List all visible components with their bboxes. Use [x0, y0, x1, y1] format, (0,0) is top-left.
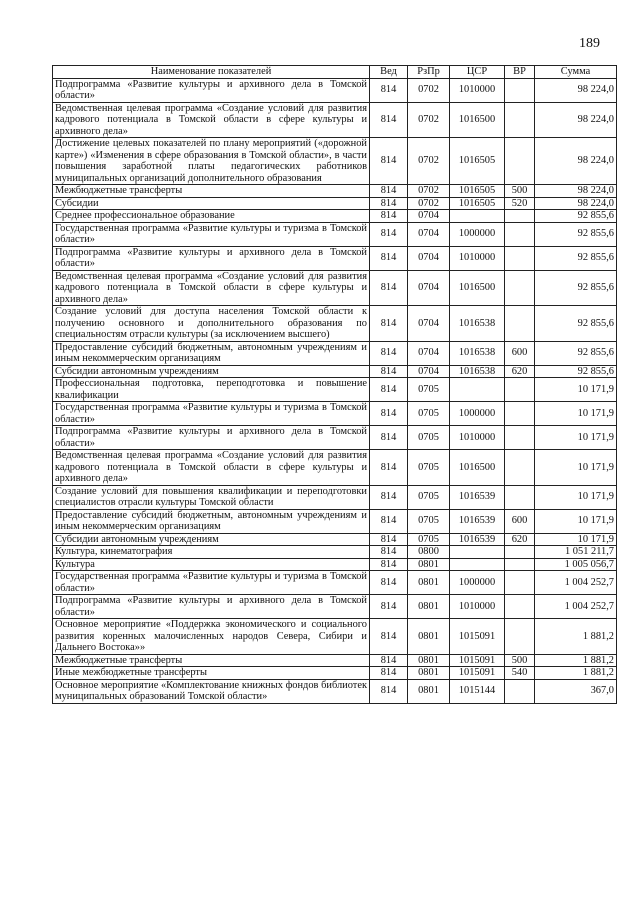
table-row: [53, 679, 617, 703]
table-row: [53, 402, 617, 426]
cell-ved: 814: [370, 197, 408, 210]
cell-csr: [450, 378, 505, 402]
cell-sum: 92 855,6: [535, 306, 617, 342]
cell-csr: 1015091: [450, 619, 505, 655]
cell-csr: 1016505: [450, 185, 505, 198]
cell-rzpr: 0801: [408, 558, 450, 571]
cell-sum: 10 171,9: [535, 378, 617, 402]
cell-rzpr: 0705: [408, 533, 450, 546]
cell-vr: 600: [505, 341, 535, 365]
cell-vr: 620: [505, 533, 535, 546]
cell-name: Ведомственная целевая программа «Создание условий для развития кадрового потенциала в Томской области в сфере культуры и архивного дела»: [53, 102, 370, 138]
cell-sum: 1 004 252,7: [535, 595, 617, 619]
cell-ved: 814: [370, 78, 408, 102]
cell-sum: 10 171,9: [535, 426, 617, 450]
cell-ved: 814: [370, 402, 408, 426]
cell-name: Подпрограмма «Развитие культуры и архивного дела в Томской области»: [53, 595, 370, 619]
header-sum: Сумма: [535, 66, 617, 79]
cell-sum: 10 171,9: [535, 402, 617, 426]
header-ved: Вед: [370, 66, 408, 79]
table-row: [53, 426, 617, 450]
table-row: [53, 246, 617, 270]
cell-csr: [450, 210, 505, 223]
cell-sum: 1 005 056,7: [535, 558, 617, 571]
cell-ved: 814: [370, 546, 408, 559]
cell-vr: [505, 138, 535, 185]
cell-vr: [505, 78, 535, 102]
cell-rzpr: 0801: [408, 667, 450, 680]
cell-csr: 1010000: [450, 246, 505, 270]
cell-rzpr: 0705: [408, 485, 450, 509]
cell-ved: 814: [370, 102, 408, 138]
cell-sum: 92 855,6: [535, 210, 617, 223]
cell-name: Субсидии автономным учреждениям: [53, 533, 370, 546]
table-row: [53, 378, 617, 402]
cell-sum: 10 171,9: [535, 450, 617, 486]
cell-sum: 10 171,9: [535, 509, 617, 533]
cell-csr: 1016500: [450, 450, 505, 486]
cell-name: Ведомственная целевая программа «Создание условий для развития кадрового потенциала в Томской области в сфере культуры и архивного дела»: [53, 450, 370, 486]
cell-name: Среднее профессиональное образование: [53, 210, 370, 223]
cell-sum: 98 224,0: [535, 185, 617, 198]
cell-ved: 814: [370, 509, 408, 533]
cell-csr: 1016538: [450, 341, 505, 365]
header-csr: ЦСР: [450, 66, 505, 79]
cell-name: Создание условий для доступа населения Томской области к получению основного и дополнительного образования по специальностям отрасли культуры (за исключением высшего): [53, 306, 370, 342]
table-row: [53, 619, 617, 655]
cell-csr: 1000000: [450, 402, 505, 426]
cell-vr: [505, 546, 535, 559]
cell-name: Основное мероприятие «Поддержка экономического и социального развития коренных малочисленных народов Севера, Сибири и Дальнего Востока»»: [53, 619, 370, 655]
table-row: [53, 222, 617, 246]
table-row: [53, 210, 617, 223]
cell-name: Достижение целевых показателей по плану мероприятий («дорожной карте») «Изменения в сфере образования в Томской области», в части повышения заработной платы педагогических работников муниципальных организаций дополнительного образования: [53, 138, 370, 185]
cell-ved: 814: [370, 450, 408, 486]
table-row: [53, 197, 617, 210]
cell-vr: [505, 306, 535, 342]
cell-vr: 540: [505, 667, 535, 680]
table-row: [53, 546, 617, 559]
cell-sum: 1 881,2: [535, 619, 617, 655]
cell-vr: [505, 571, 535, 595]
cell-vr: 500: [505, 185, 535, 198]
cell-csr: 1016505: [450, 197, 505, 210]
cell-name: Субсидии автономным учреждениям: [53, 365, 370, 378]
cell-ved: 814: [370, 138, 408, 185]
cell-ved: 814: [370, 270, 408, 306]
cell-vr: [505, 270, 535, 306]
cell-name: Создание условий для повышения квалификации и переподготовки специалистов отрасли культуры Томской области: [53, 485, 370, 509]
cell-sum: 10 171,9: [535, 533, 617, 546]
cell-sum: 10 171,9: [535, 485, 617, 509]
cell-csr: 1016538: [450, 365, 505, 378]
cell-name: Предоставление субсидий бюджетным, автономным учреждениям и иным некоммерческим организациям: [53, 509, 370, 533]
cell-sum: 98 224,0: [535, 197, 617, 210]
cell-rzpr: 0702: [408, 102, 450, 138]
cell-csr: 1000000: [450, 571, 505, 595]
table-row: [53, 667, 617, 680]
cell-rzpr: 0705: [408, 402, 450, 426]
cell-csr: 1010000: [450, 78, 505, 102]
header-rzpr: РзПр: [408, 66, 450, 79]
table-row: [53, 185, 617, 198]
cell-vr: 500: [505, 654, 535, 667]
cell-ved: 814: [370, 619, 408, 655]
cell-ved: 814: [370, 558, 408, 571]
cell-csr: [450, 546, 505, 559]
table-row: [53, 341, 617, 365]
cell-rzpr: 0704: [408, 341, 450, 365]
table-header: [53, 66, 617, 79]
cell-name: Субсидии: [53, 197, 370, 210]
table-row: [53, 509, 617, 533]
budget-table: [52, 65, 617, 704]
cell-sum: 367,0: [535, 679, 617, 703]
table-body: [53, 78, 617, 703]
cell-ved: 814: [370, 185, 408, 198]
cell-vr: [505, 450, 535, 486]
cell-name: Предоставление субсидий бюджетным, автономным учреждениям и иным некоммерческим организациям: [53, 341, 370, 365]
cell-rzpr: 0704: [408, 306, 450, 342]
cell-sum: 92 855,6: [535, 365, 617, 378]
cell-rzpr: 0702: [408, 78, 450, 102]
cell-rzpr: 0704: [408, 222, 450, 246]
cell-sum: 1 051 211,7: [535, 546, 617, 559]
cell-name: Межбюджетные трансферты: [53, 185, 370, 198]
header-vr: ВР: [505, 66, 535, 79]
cell-rzpr: 0801: [408, 571, 450, 595]
cell-vr: [505, 558, 535, 571]
cell-name: Иные межбюджетные трансферты: [53, 667, 370, 680]
cell-ved: 814: [370, 571, 408, 595]
cell-rzpr: 0704: [408, 365, 450, 378]
cell-csr: 1016538: [450, 306, 505, 342]
table-row: [53, 365, 617, 378]
header-name: Наименование показателей: [53, 66, 370, 79]
cell-rzpr: 0801: [408, 595, 450, 619]
cell-vr: [505, 402, 535, 426]
cell-csr: 1016539: [450, 533, 505, 546]
cell-name: Подпрограмма «Развитие культуры и архивного дела в Томской области»: [53, 246, 370, 270]
cell-rzpr: 0704: [408, 246, 450, 270]
cell-ved: 814: [370, 365, 408, 378]
cell-csr: 1015091: [450, 667, 505, 680]
cell-vr: [505, 619, 535, 655]
table-row: [53, 270, 617, 306]
cell-ved: 814: [370, 667, 408, 680]
cell-vr: [505, 102, 535, 138]
cell-ved: 814: [370, 485, 408, 509]
cell-rzpr: 0801: [408, 619, 450, 655]
cell-rzpr: 0702: [408, 185, 450, 198]
cell-rzpr: 0801: [408, 654, 450, 667]
cell-ved: 814: [370, 246, 408, 270]
table-row: [53, 558, 617, 571]
cell-name: Межбюджетные трансферты: [53, 654, 370, 667]
cell-vr: 620: [505, 365, 535, 378]
table-row: [53, 102, 617, 138]
cell-sum: 92 855,6: [535, 222, 617, 246]
cell-name: Подпрограмма «Развитие культуры и архивного дела в Томской области»: [53, 426, 370, 450]
cell-vr: 600: [505, 509, 535, 533]
cell-rzpr: 0705: [408, 426, 450, 450]
cell-name: Профессиональная подготовка, переподготовка и повышение квалификации: [53, 378, 370, 402]
cell-csr: 1015144: [450, 679, 505, 703]
cell-vr: [505, 426, 535, 450]
cell-sum: 92 855,6: [535, 341, 617, 365]
cell-ved: 814: [370, 426, 408, 450]
cell-name: Государственная программа «Развитие культуры и туризма в Томской области»: [53, 402, 370, 426]
table-row: [53, 654, 617, 667]
cell-name: Государственная программа «Развитие культуры и туризма в Томской области»: [53, 222, 370, 246]
cell-name: Подпрограмма «Развитие культуры и архивного дела в Томской области»: [53, 78, 370, 102]
cell-rzpr: 0704: [408, 210, 450, 223]
cell-rzpr: 0702: [408, 138, 450, 185]
cell-rzpr: 0702: [408, 197, 450, 210]
cell-sum: 1 881,2: [535, 667, 617, 680]
table-row: [53, 138, 617, 185]
cell-ved: 814: [370, 595, 408, 619]
cell-vr: 520: [505, 197, 535, 210]
table-row: [53, 485, 617, 509]
cell-ved: 814: [370, 210, 408, 223]
page-number: 189: [579, 36, 600, 51]
cell-sum: 1 881,2: [535, 654, 617, 667]
cell-name: Культура: [53, 558, 370, 571]
cell-csr: 1000000: [450, 222, 505, 246]
table-row: [53, 78, 617, 102]
header-row: [53, 66, 617, 79]
cell-sum: 1 004 252,7: [535, 571, 617, 595]
cell-sum: 92 855,6: [535, 270, 617, 306]
cell-ved: 814: [370, 654, 408, 667]
cell-name: Культура, кинематография: [53, 546, 370, 559]
cell-csr: 1016539: [450, 509, 505, 533]
table-row: [53, 450, 617, 486]
cell-sum: 98 224,0: [535, 102, 617, 138]
cell-vr: [505, 485, 535, 509]
table-row: [53, 306, 617, 342]
cell-sum: 98 224,0: [535, 78, 617, 102]
cell-sum: 92 855,6: [535, 246, 617, 270]
cell-csr: 1010000: [450, 426, 505, 450]
cell-csr: 1016539: [450, 485, 505, 509]
table-row: [53, 595, 617, 619]
cell-ved: 814: [370, 533, 408, 546]
cell-rzpr: 0801: [408, 679, 450, 703]
cell-ved: 814: [370, 679, 408, 703]
cell-vr: [505, 210, 535, 223]
cell-vr: [505, 679, 535, 703]
cell-vr: [505, 378, 535, 402]
cell-ved: 814: [370, 378, 408, 402]
cell-csr: [450, 558, 505, 571]
cell-rzpr: 0705: [408, 378, 450, 402]
cell-rzpr: 0800: [408, 546, 450, 559]
cell-name: Ведомственная целевая программа «Создание условий для развития кадрового потенциала в Томской области в сфере культуры и архивного дела»: [53, 270, 370, 306]
cell-csr: 1016500: [450, 270, 505, 306]
cell-ved: 814: [370, 222, 408, 246]
cell-csr: 1010000: [450, 595, 505, 619]
cell-ved: 814: [370, 306, 408, 342]
cell-ved: 814: [370, 341, 408, 365]
table-row: [53, 571, 617, 595]
cell-csr: 1016505: [450, 138, 505, 185]
cell-name: Государственная программа «Развитие культуры и туризма в Томской области»: [53, 571, 370, 595]
cell-vr: [505, 222, 535, 246]
table-row: [53, 533, 617, 546]
cell-name: Основное мероприятие «Комплектование книжных фондов библиотек муниципальных образований Томской области»: [53, 679, 370, 703]
cell-rzpr: 0704: [408, 270, 450, 306]
cell-rzpr: 0705: [408, 450, 450, 486]
cell-csr: 1015091: [450, 654, 505, 667]
cell-csr: 1016500: [450, 102, 505, 138]
cell-vr: [505, 246, 535, 270]
cell-rzpr: 0705: [408, 509, 450, 533]
cell-sum: 98 224,0: [535, 138, 617, 185]
cell-vr: [505, 595, 535, 619]
